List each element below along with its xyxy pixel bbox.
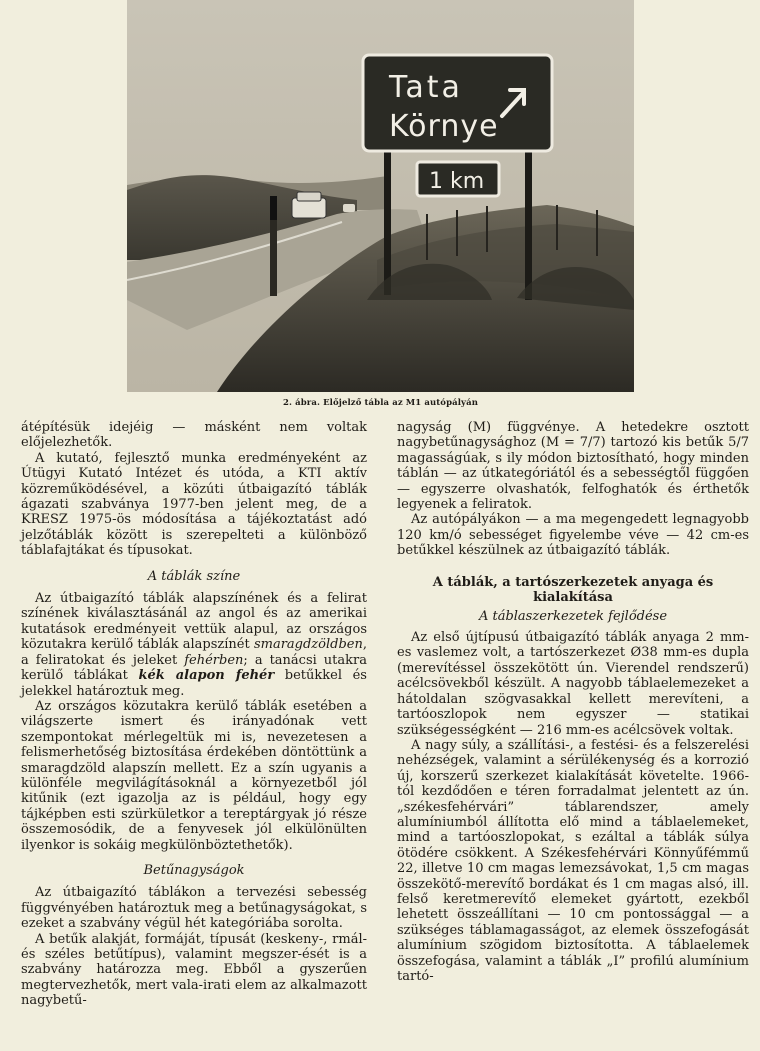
section-heading: Betűnagyságok — [143, 862, 245, 878]
paragraph: nagyság (M) függvénye. A hetedekre osztott nagybetűnagysághoz (M = 7/7) tartozó kis betűk 5/7 magasságúak, s ily módon biztosítható, hogy minden táblán — az útkategóriától és a sebességtől függően — egyszerre olvashatók, felfoghatók és érthetők legyenek a feliratok. — [397, 420, 749, 513]
distance-sign — [417, 162, 499, 196]
figure-photo — [127, 0, 634, 392]
text-span: Az útbaigazító táblák alapszínének és a felirat színének kiválasztásánál az angol és az amerikai kutatások eredményeit vettük alapul, az országos közutakra kerülő táblák alapszínét — [21, 591, 367, 653]
sign-distance: 1 km — [429, 169, 485, 194]
section-heading: A táblaszerkezetek fejlődése — [478, 608, 668, 624]
paragraph: A betűk alakját, formáját, típusát (keskeny-, rmál- és széles betűtípus), valamint megszer-ését is a szabvány határozza meg. Ebből a gyszerűen megtervezhetők, mert vala-irati elem az alkalmazott nagybetű- — [21, 931, 367, 1009]
sign-destination-1: Tata — [389, 70, 463, 105]
text-span: ; a tanácsi utakra kerülő táblákat — [21, 652, 367, 684]
text-span: betűkkel és jelekkel határoztuk meg. — [21, 668, 367, 699]
emphasis-text: kék alapon fehér — [138, 668, 275, 684]
figure-caption: 2. ábra. Előjelző tábla az M1 autópályán — [283, 398, 478, 408]
paragraph: Az autópályákon — a ma megengedett legnagyobb 120 km/ó sebességet figyelembe véve — 42 cm-es betűkkel készülnek az útbaigazító táblák. — [397, 512, 749, 559]
paragraph: Az országos közutakra kerülő táblák esetében a világszerte ismert és irányadónak vett szempontokat mérlegeltük mi is, nevezetesen a felismerhetőség biztosítása érdekében döntöttünk a smaragdzöld alapszín mellett. Ez a szín ugyanis a különféle megvilágításoknál a környezetből jól kitűnik (ezt igazolja az is például, hogy egy tájképben esti szürkületkor a tereptárgyak jó része összemosódik, de a fenyvesek jól elkülönülten ilyenkor is sokáig megkülönböztethetők). — [21, 698, 367, 853]
section-heading: A táblák színe — [147, 568, 241, 584]
highway-sign-photo — [127, 0, 634, 392]
section-title: A táblák, a tartószerkezetek anyaga és kialakítása — [432, 574, 714, 605]
right-column — [397, 420, 749, 984]
direction-sign — [363, 55, 552, 151]
sign-destination-2: Környe — [389, 109, 499, 144]
paragraph: átépítésük idejéig — másként nem voltak előjelezhetők. — [21, 420, 367, 451]
paragraph — [21, 591, 367, 699]
text-span: , a feliratokat és jeleket — [21, 637, 367, 668]
emphasis-text: fehérben — [184, 652, 244, 668]
paragraph: A nagy súly, a szállítási-, a festési- és a felszerelési nehézségek, valamint a sérülékenység és a korrozió új, korszerű szerkezet kialakítását követelte. 1966-tól kezdődően e téren forradalmat jelentett az ún. „székesfehérvári” táblarendszer, amely alumíniumból állította elő mind a táblaelemeket, mind a tartóoszlopokat, s ezáltal a táblák súlya ötödére csökkent. A Székesfehérvári Könnyűfémmű 22, illetve 10 cm magas lemezsávokat, 1,5 cm magas összekötő-merevítő bordákat és 1 cm magas alsó, ill. felső keretmerevítő elemeket gyártott, ezekből lehetett összeállítani — 10 cm pontossággal — a szükséges táblamagasságot, az elemek összefogását alumínium szögidom biztosította. A táblaelemek összefogása, valamint a táblák „I” profilú alumínium tartó- — [397, 737, 749, 984]
left-column — [21, 420, 367, 1009]
paragraph: A kutató, fejlesztő munka eredményeként az Útügyi Kutató Intézet és utóda, a KTI aktív közreműködésével, a közúti útbaigazító táblák ágazati szabványa 1977-ben jelent meg, de a KRESZ 1975-ös módosítása a tájékoztatást adó jelzőtáblák között is szerepelteti a különböző táblafajtákat és típusokat. — [21, 450, 367, 559]
paragraph: Az első újtípusú útbaigazító táblák anyaga 2 mm-es vaslemez volt, a tartószerkezet Ø38 mm-es dupla (merevítéssel összekötött ún. Vierendel rendszerű) acélcsövekből készült. A nagyobb táblaelemezeket a hátoldalan szögvasakkal kellett merevíteni, a tartóoszlopok nem egyszer — statikai szükségességként — 216 mm-es acélcsövek voltak. — [397, 630, 749, 738]
emphasis-text: smaragdzöldben — [253, 637, 363, 653]
paragraph: Az útbaigazító táblákon a tervezési sebesség függvényében határoztuk meg a betűnagyságokat, s ezeket a szabvány végül hét kategóriába sorolta. — [21, 885, 367, 932]
